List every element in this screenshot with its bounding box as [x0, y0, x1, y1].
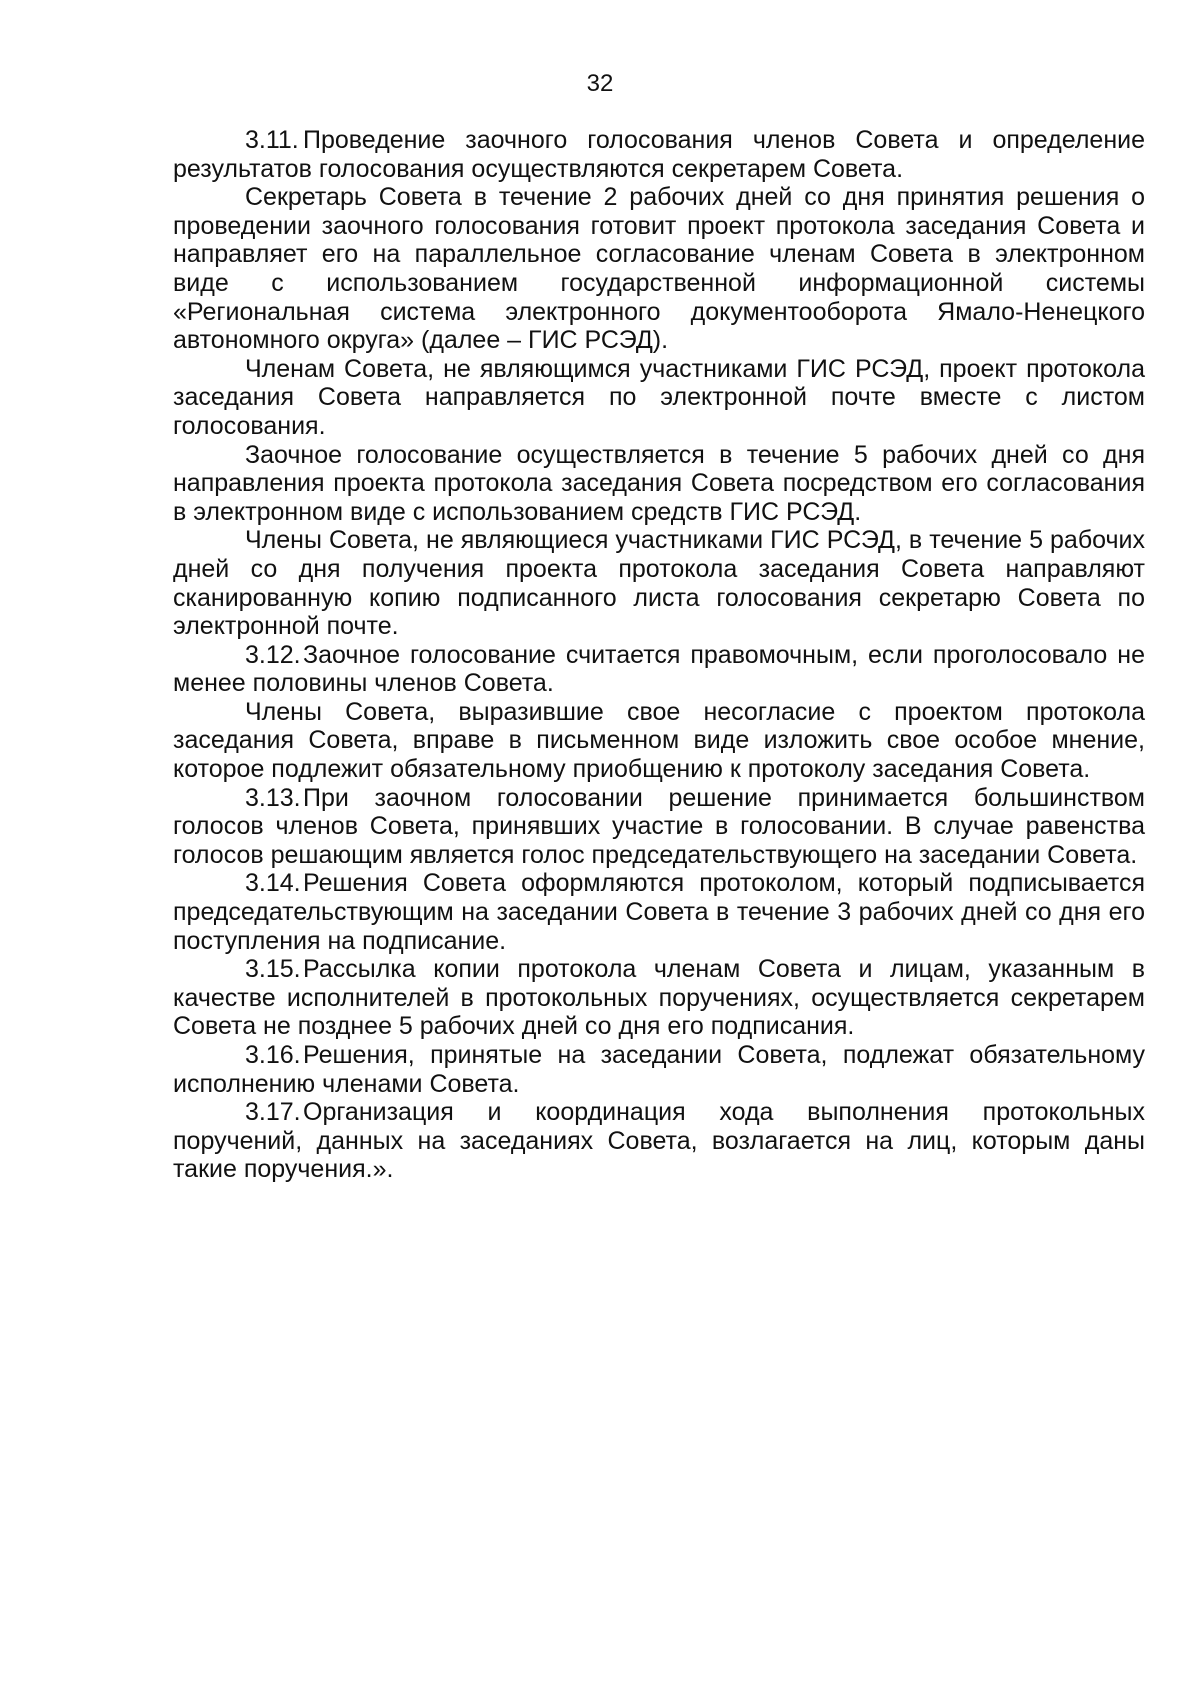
- paragraph-3-13: [173, 784, 1145, 870]
- paragraph-text: Проведение заочного голосования членов Совета и определение результатов голосования осуществляются секретарем Совета.: [173, 126, 1145, 183]
- paragraph-text: Решения, принятые на заседании Совета, подлежат обязательному исполнению членами Совета.: [173, 1041, 1145, 1098]
- paragraph: [173, 698, 1145, 784]
- paragraph-number: 3.11.: [245, 126, 299, 154]
- paragraph-number: 3.15.: [245, 955, 301, 984]
- paragraph-number: 3.12.: [245, 640, 301, 669]
- paragraph-text: Члены Совета, выразившие свое несогласие с проектом протокола заседания Совета, вправе в письменном виде изложить свое особое мнение, которое подлежит обязательному приобщению к протоколу заседания Совета.: [173, 697, 1145, 784]
- paragraph-number: 3.13.: [245, 783, 301, 812]
- paragraph-3-17: [173, 1098, 1145, 1184]
- paragraph: [173, 355, 1145, 441]
- paragraph: [173, 183, 1145, 355]
- paragraph-3-15: [173, 955, 1145, 1041]
- paragraph-text: Заочное голосование осуществляется в течение 5 рабочих дней со дня направления проекта протокола заседания Совета посредством его согласования в электронном виде с использованием средств ГИС РСЭД.: [173, 440, 1145, 526]
- paragraph-text: Члены Совета, не являющиеся участниками ГИС РСЭД, в течение 5 рабочих дней со дня получения проекта протокола заседания Совета направляют сканированную копию подписанного листа голосования секретарю Совета по электронной почте.: [173, 526, 1145, 641]
- paragraph-text: Организация и координация хода выполнения протокольных поручений, данных на заседаниях Совета, возлагается на лиц, которым даны такие поручения.».: [173, 1098, 1145, 1184]
- paragraph-3-12: [173, 641, 1145, 698]
- paragraph-3-11: [173, 126, 1145, 183]
- paragraph-text: Решения Совета оформляются протоколом, который подписывается председательствующим на заседании Совета в течение 3 рабочих дней со дня его поступления на подписание.: [173, 869, 1145, 955]
- paragraph-text: Рассылка копии протокола членам Совета и лицам, указанным в качестве исполнителей в протокольных поручениях, осуществляется секретарем Совета не позднее 5 рабочих дней со дня его подписания.: [173, 955, 1145, 1041]
- paragraph-text: Членам Совета, не являющимся участниками ГИС РСЭД, проект протокола заседания Совета направляется по электронной почте вместе с листом голосования.: [173, 354, 1145, 440]
- paragraph-3-14: [173, 869, 1145, 955]
- paragraph-number: 3.16.: [245, 1041, 301, 1069]
- paragraph: [173, 526, 1145, 640]
- document-body: [173, 126, 1145, 1184]
- page-number: 32: [586, 70, 614, 97]
- paragraph-number: 3.14.: [245, 869, 301, 898]
- paragraph-text: При заочном голосовании решение принимается большинством голосов членов Совета, принявших участие в голосовании. В случае равенства голосов решающим является голос председательствующего на заседании Совета.: [173, 783, 1145, 869]
- paragraph-3-16: [173, 1041, 1145, 1098]
- paragraph-number: 3.17.: [245, 1098, 301, 1127]
- paragraph: [173, 441, 1145, 527]
- paragraph-text: Секретарь Совета в течение 2 рабочих дней со дня принятия решения о проведении заочного голосования готовит проект протокола заседания Совета и направляет его на параллельное согласование членам Совета в электронном виде с использованием государственной информационной системы «Региональная система электронного документооборота Ямало-Ненецкого автономного округа» (далее – ГИС РСЭД).: [173, 183, 1145, 355]
- paragraph-text: Заочное голосование считается правомочным, если проголосовало не менее половины членов Совета.: [173, 640, 1145, 698]
